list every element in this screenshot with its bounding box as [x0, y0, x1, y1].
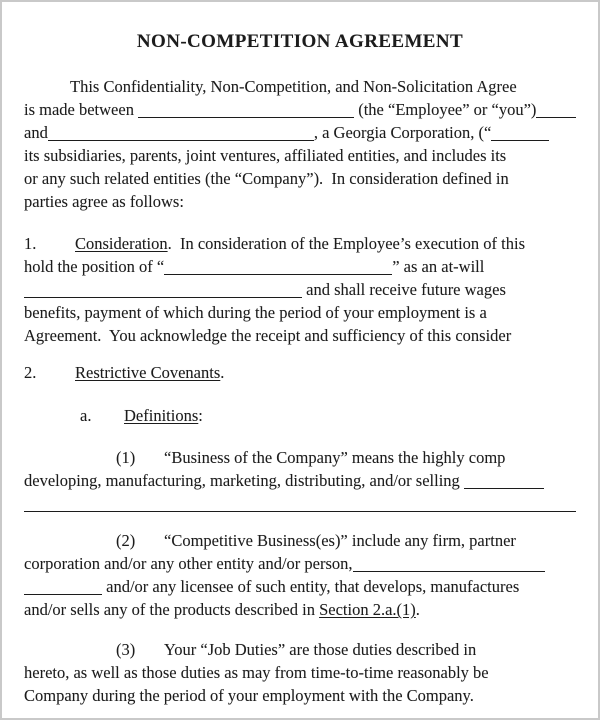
text-line: [24, 301, 576, 324]
list-number: a.: [80, 406, 92, 425]
underlined-text: Consideration: [75, 234, 168, 253]
text-segment: is made between: [24, 100, 139, 119]
text-segment: hold the position of “: [24, 257, 165, 276]
text-segment: corporation and/or any other entity and/or person,: [24, 554, 353, 573]
text-segment: Company during the period of your employment with the Company.: [24, 686, 474, 705]
text-line: [24, 361, 576, 384]
text-segment: its subsidiaries, parents, joint ventures, affiliated entities, and includes its: [24, 146, 507, 165]
list-number: 1.: [24, 234, 37, 253]
fill-in-blank-line: [24, 295, 302, 298]
list-number: 2.: [24, 363, 37, 382]
underlined-text: Definitions: [124, 406, 199, 425]
fill-in-blank-line: [353, 569, 545, 572]
text-line: [24, 98, 576, 121]
fill-in-blank-line: [24, 509, 576, 512]
definition-1-business-of-company: [24, 446, 576, 515]
text-segment: “Business of the Company” means the highly comp: [164, 448, 506, 467]
text-line: [24, 75, 576, 98]
document-body: [24, 75, 576, 707]
text-segment: :: [198, 406, 203, 425]
fill-in-blank-line: [48, 138, 314, 141]
text-segment: Your “Job Duties” are those duties described in: [164, 640, 477, 659]
list-number: (3): [116, 640, 136, 659]
text-line: [24, 144, 576, 167]
intro-paragraph: [24, 75, 576, 213]
text-line: [24, 661, 576, 684]
fill-in-blank-line: [536, 115, 576, 118]
text-line: [24, 492, 576, 515]
fill-in-blank-line: [464, 486, 544, 489]
text-segment: .: [415, 600, 420, 619]
fill-in-blank-line: [138, 115, 354, 118]
fill-in-blank-line: [164, 272, 392, 275]
text-line: [24, 278, 576, 301]
definition-3-job-duties: [24, 638, 576, 707]
text-segment: developing, manufacturing, marketing, distributing, and/or selling: [24, 471, 464, 490]
text-line: [24, 404, 576, 427]
fill-in-blank-line: [491, 138, 549, 141]
text-segment: . In consideration of the Employee’s execution of this: [167, 234, 525, 253]
text-line: [24, 469, 576, 492]
document-content: [2, 2, 598, 707]
text-line: [24, 121, 576, 144]
section-2-heading: [24, 361, 576, 384]
text-line: [24, 190, 576, 213]
definition-2-competitive-businesses: [24, 529, 576, 621]
text-segment: and shall receive future wages: [302, 280, 506, 299]
text-line: [24, 638, 576, 661]
text-segment: benefits, payment of which during the period of your employment is a: [24, 303, 487, 322]
text-line: [24, 446, 576, 469]
text-segment: and/or any licensee of such entity, that develops, manufactures: [102, 577, 520, 596]
text-segment: ” as an at-will: [392, 257, 485, 276]
text-line: [24, 255, 576, 278]
text-segment: (the “Employee” or “you”): [354, 100, 537, 119]
list-number: (1): [116, 448, 136, 467]
text-line: [24, 232, 576, 255]
text-segment: , a Georgia Corporation, (“: [313, 123, 492, 142]
list-number: (2): [116, 531, 136, 550]
underlined-text: Restrictive Covenants: [75, 363, 221, 382]
text-segment: This Confidentiality, Non-Competition, and Non-Solicitation Agree: [70, 77, 517, 96]
text-segment: or any such related entities (the “Company”). In consideration defined in: [24, 169, 509, 188]
text-segment: parties agree as follows:: [24, 192, 184, 211]
text-line: [24, 167, 576, 190]
text-line: [24, 598, 576, 621]
section-2a-definitions-heading: [24, 404, 576, 427]
text-segment: and/or sells any of the products described in: [24, 600, 320, 619]
text-line: [24, 529, 576, 552]
text-line: [24, 684, 576, 707]
fill-in-blank-line: [24, 592, 102, 595]
underlined-text: Section 2.a.(1): [319, 600, 416, 619]
text-line: [24, 324, 576, 347]
text-line: [24, 552, 576, 575]
document-title: NON-COMPETITION AGREEMENT: [136, 31, 464, 52]
section-1-consideration: [24, 232, 576, 347]
text-segment: .: [220, 363, 225, 382]
text-segment: hereto, as well as those duties as may from time-to-time reasonably be: [24, 663, 489, 682]
text-line: [24, 575, 576, 598]
text-segment: Agreement. You acknowledge the receipt and sufficiency of this consider: [24, 326, 512, 345]
text-segment: “Competitive Business(es)” include any firm, partner: [164, 531, 516, 550]
text-segment: and: [24, 123, 48, 142]
